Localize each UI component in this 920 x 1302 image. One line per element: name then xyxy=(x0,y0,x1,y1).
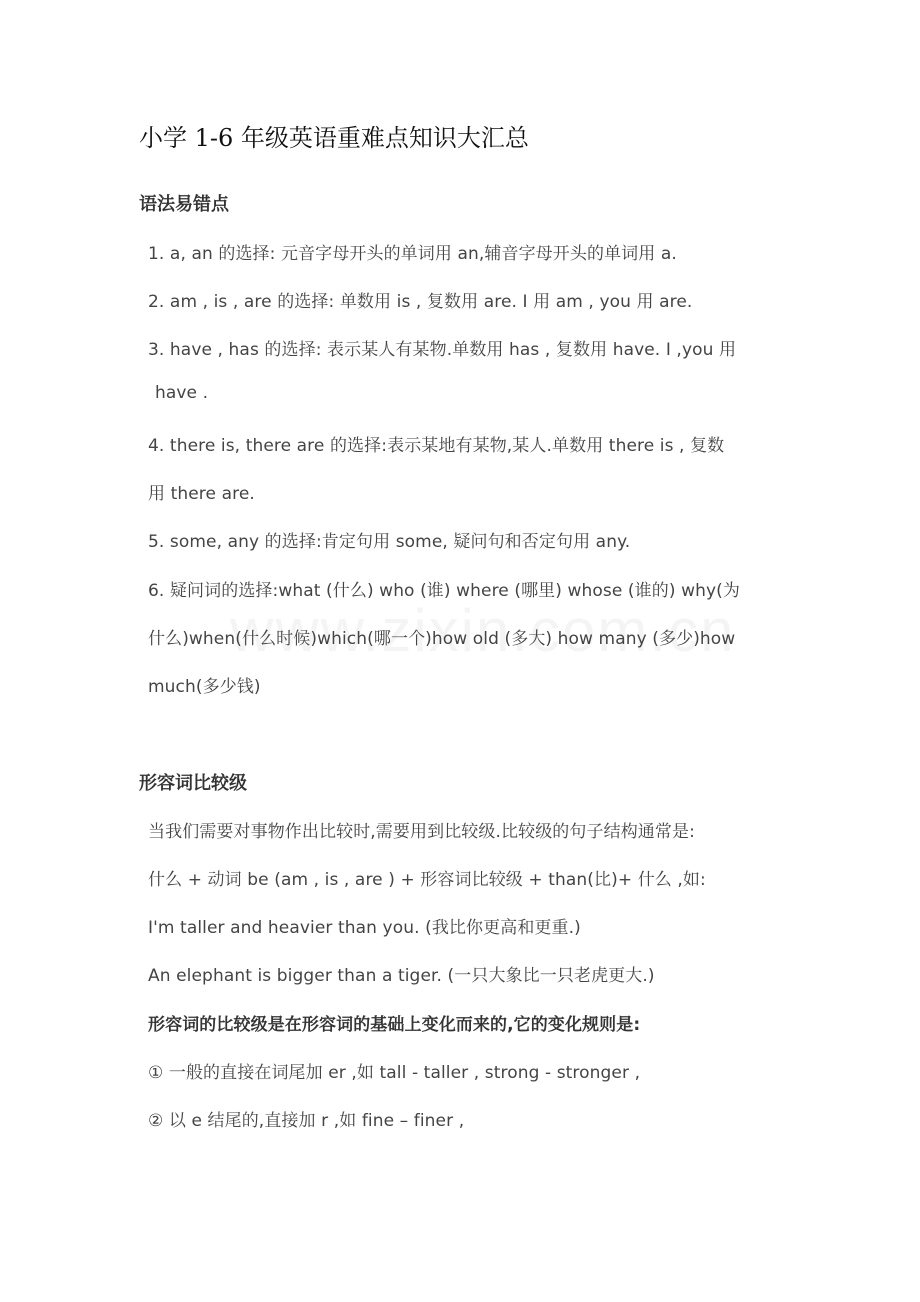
grammar-point-6-continued-2: much(多少钱) xyxy=(148,677,261,697)
document-title: 小学 1-6 年级英语重难点知识大汇总 xyxy=(139,124,529,152)
grammar-point-5: 5. some, any 的选择:肯定句用 some, 疑问句和否定句用 any. xyxy=(148,532,631,552)
grammar-point-3: 3. have , has 的选择: 表示某人有某物.单数用 has , 复数用 have. I ,you 用 xyxy=(148,340,737,360)
grammar-point-4-continued: 用 there are. xyxy=(148,484,255,504)
grammar-point-6: 6. 疑问词的选择:what (什么) who (谁) where (哪里) whose (谁的) why(为 xyxy=(148,581,740,601)
grammar-point-2: 2. am , is , are 的选择: 单数用 is , 复数用 are. I 用 am , you 用 are. xyxy=(148,292,693,312)
section-heading-comparatives: 形容词比较级 xyxy=(139,773,247,794)
grammar-point-4: 4. there is, there are 的选择:表示某地有某物,某人.单数用 there is , 复数 xyxy=(148,436,725,456)
comparative-intro: 当我们需要对事物作出比较时,需要用到比较级.比较级的句子结构通常是: xyxy=(148,822,695,842)
grammar-point-3-continued: have . xyxy=(155,383,209,403)
comparative-structure: 什么 + 动词 be (am , is , are ) + 形容词比较级 + than(比)+ 什么 ,如: xyxy=(148,870,706,890)
comparative-example-2: An elephant is bigger than a tiger. (一只大象比一只老虎更大.) xyxy=(148,966,655,986)
comparative-rule-2: ② 以 e 结尾的,直接加 r ,如 fine – finer , xyxy=(148,1111,465,1131)
comparative-rule-1: ① 一般的直接在词尾加 er ,如 tall - taller , strong - stronger , xyxy=(148,1063,641,1083)
comparative-rules-heading: 形容词的比较级是在形容词的基础上变化而来的,它的变化规则是: xyxy=(148,1015,641,1035)
section-heading-grammar: 语法易错点 xyxy=(139,194,229,215)
grammar-point-6-continued: 什么)when(什么时候)which(哪一个)how old (多大) how many (多少)how xyxy=(148,629,736,649)
comparative-example-1: I'm taller and heavier than you. (我比你更高和更重.) xyxy=(148,918,581,938)
grammar-point-1: 1. a, an 的选择: 元音字母开头的单词用 an,辅音字母开头的单词用 a. xyxy=(148,244,677,264)
